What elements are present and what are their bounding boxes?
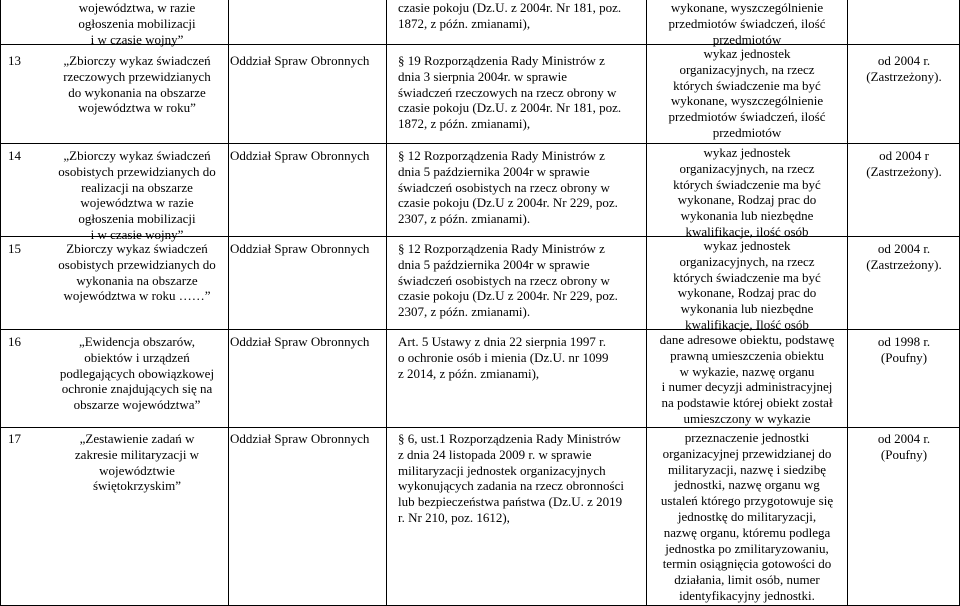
- text-line: organizacyjnej przewidzianej do: [662, 445, 832, 461]
- text-line: dnia 5 października 2004r w sprawie: [398, 163, 590, 179]
- text-line: województwa w razie: [80, 195, 194, 211]
- data-scope-cell: [648, 0, 846, 47]
- text-line: z dnia 24 listopada 2009 r. w sprawie: [398, 446, 592, 462]
- legal-basis-cell: [398, 431, 643, 526]
- text-line: wykonane, wyszczególnienie: [670, 0, 824, 15]
- row-number: 16: [8, 334, 21, 349]
- text-line: czasie pokoju (Dz.U. z 2004r. Nr 181, poz.: [398, 100, 622, 116]
- text-line: przedmiotów: [712, 124, 782, 140]
- text-line: ogłoszenia mobilizacji: [78, 15, 196, 31]
- text-line: rzeczowych przewidzianych: [63, 68, 211, 84]
- text-line: § 19 Rozporządzenia Rady Ministrów z: [398, 53, 605, 68]
- organizational-unit: Oddział Spraw Obronnych: [230, 53, 370, 68]
- row-divider: [0, 143, 960, 144]
- column-divider: [386, 0, 387, 606]
- data-scope-cell: [648, 332, 846, 427]
- column-divider: [228, 0, 229, 606]
- text-line: wykonania lub niezbędne: [680, 301, 814, 317]
- text-line: których świadczenie ma być: [673, 176, 821, 192]
- text-line: (Poufny): [880, 446, 928, 462]
- text-line: i w czasie wojny”: [90, 226, 184, 242]
- text-line: „Zestawienie zadań w: [79, 431, 195, 446]
- text-line: kwalifikacje, ilość osób: [685, 223, 809, 239]
- text-line: których świadczenie ma być: [673, 77, 821, 93]
- text-line: do wykonania na obszarze: [68, 84, 206, 100]
- text-line: Art. 5 Ustawy z dnia 22 sierpnia 1997 r.: [398, 334, 606, 349]
- text-line: województwa w roku”: [78, 100, 196, 116]
- legal-basis-cell: [398, 148, 643, 227]
- organizational-unit: Oddział Spraw Obronnych: [230, 334, 370, 349]
- text-line: wykaz jednostek: [703, 238, 791, 253]
- document-name-cell: [47, 0, 227, 47]
- data-scope-cell: [648, 145, 846, 240]
- text-line: województwa w roku ……”: [63, 288, 211, 304]
- text-line: wykaz jednostek: [703, 145, 791, 160]
- legal-basis-cell: [398, 53, 643, 132]
- text-line: r. Nr 210, poz. 1612),: [398, 509, 510, 525]
- row-divider: [0, 427, 960, 428]
- text-line: jednostka po zmilitaryzowaniu,: [665, 540, 829, 556]
- text-line: wykonane, Rodzaj prac do: [677, 192, 817, 208]
- text-line: militaryzacji, nazwę i siedzibę: [667, 461, 827, 477]
- row-number: 17: [8, 431, 21, 446]
- text-line: zakresie militaryzacji w: [74, 446, 200, 462]
- text-line: województwa, w razie: [78, 0, 196, 15]
- text-line: województwie: [99, 462, 175, 478]
- text-line: świętokrzyskim”: [92, 478, 182, 494]
- text-line: (Zastrzeżony).: [866, 163, 942, 179]
- text-line: i numer decyzji administracyjnej: [661, 379, 833, 395]
- organizational-unit: Oddział Spraw Obronnych: [230, 148, 370, 163]
- data-scope-cell: [648, 430, 846, 604]
- text-line: o ochronie osób i mienia (Dz.U. nr 1099: [398, 349, 609, 365]
- text-line: 1872, z późn. zmianami),: [398, 15, 531, 31]
- text-line: „Zbiorczy wykaz świadczeń: [63, 53, 211, 68]
- date-classification-cell: [848, 53, 960, 85]
- text-line: wykonania lub niezbędne: [680, 208, 814, 224]
- text-line: organizacyjnych, na rzecz: [679, 160, 815, 176]
- text-line: prawną umieszczenia obiektu: [670, 347, 824, 363]
- data-scope-cell: [648, 46, 846, 141]
- date-classification-cell: [848, 334, 960, 366]
- text-line: wykaz jednostek: [703, 46, 791, 61]
- text-line: świadczeń osobistych na rzecz obrony w: [398, 272, 610, 288]
- text-line: obszarze województwa”: [73, 397, 201, 413]
- text-line: § 12 Rozporządzenia Rady Ministrów z: [398, 148, 605, 163]
- text-line: § 6, ust.1 Rozporządzenia Rady Ministrów: [398, 431, 621, 446]
- text-line: kwalifikacje, Ilość osób: [685, 316, 809, 332]
- text-line: wykonujących zadania na rzecz obronności: [398, 478, 624, 494]
- text-line: których świadczenie ma być: [673, 269, 821, 285]
- text-line: ochronie znajdujących się na: [61, 381, 213, 397]
- date-classification-cell: [848, 241, 960, 273]
- text-line: wykonane, wyszczególnienie: [670, 93, 824, 109]
- text-line: na podstawie której obiekt został: [661, 395, 833, 411]
- text-line: od 1998 r.: [877, 334, 931, 349]
- table-border-left: [0, 0, 1, 606]
- text-line: 1872, z późn. zmianami),: [398, 116, 531, 132]
- text-line: osobistych przewidzianych do: [58, 163, 216, 179]
- text-line: osobistych przewidzianych do: [58, 256, 216, 272]
- text-line: organizacyjnych, na rzecz: [679, 253, 815, 269]
- text-line: militaryzacji jednostek organizacyjnych: [398, 462, 606, 478]
- text-line: podlegających obowiązkowej: [59, 365, 215, 381]
- text-line: od 2004 r.: [877, 53, 931, 68]
- text-line: Zbiorczy wykaz świadczeń: [66, 241, 208, 256]
- text-line: dane adresowe obiektu, podstawę: [659, 332, 835, 347]
- text-line: przeznaczenie jednostki: [684, 430, 810, 445]
- text-line: wykonane, Rodzaj prac do: [677, 285, 817, 301]
- text-line: przedmiotów świadczeń, ilość: [668, 15, 826, 31]
- text-line: od 2004 r.: [877, 431, 931, 446]
- text-line: czasie pokoju (Dz.U. z 2004r. Nr 181, poz.: [398, 0, 622, 15]
- text-line: przedmiotów: [712, 31, 782, 47]
- data-scope-cell: [648, 238, 846, 333]
- date-classification-cell: [848, 148, 960, 180]
- text-line: z 2014, z późn. zmianami),: [398, 365, 540, 381]
- legal-basis-cell: [398, 334, 643, 381]
- text-line: świadczeń rzeczowych na rzecz obrony w: [398, 84, 617, 100]
- text-line: w wykazie, nazwę organu: [679, 363, 815, 379]
- legal-basis-cell: [398, 0, 643, 32]
- text-line: § 12 Rozporządzenia Rady Ministrów z: [398, 241, 605, 256]
- organizational-unit: Oddział Spraw Obronnych: [230, 241, 370, 256]
- text-line: organizacyjnych, na rzecz: [679, 61, 815, 77]
- text-line: termin osiągnięcia gotowości do: [662, 556, 832, 572]
- text-line: dnia 3 sierpnia 2004r. w sprawie: [398, 68, 567, 84]
- text-line: obiektów i urządzeń: [84, 349, 190, 365]
- text-line: czasie pokoju (Dz.U z 2004r. Nr 229, poz.: [398, 288, 618, 304]
- legal-basis-cell: [398, 241, 643, 320]
- text-line: identyfikacyjny jednostki.: [679, 587, 815, 603]
- row-number: 13: [8, 53, 21, 68]
- column-divider: [847, 0, 848, 606]
- text-line: od 2004 r.: [877, 241, 931, 256]
- text-line: dnia 5 października 2004r w sprawie: [398, 256, 590, 272]
- text-line: i w czasie wojny”: [90, 31, 184, 47]
- text-line: realizacji na obszarze: [81, 179, 193, 195]
- text-line: jednostkę do militaryzacji,: [677, 508, 817, 524]
- text-line: ustaleń którego przygotowuje się: [660, 493, 834, 509]
- date-classification-cell: [848, 431, 960, 463]
- row-number: 14: [8, 148, 21, 163]
- row-number: 15: [8, 241, 21, 256]
- text-line: czasie pokoju (Dz.U z 2004r. Nr 229, poz.: [398, 195, 618, 211]
- text-line: jednostki, nazwę organu wg: [674, 477, 820, 493]
- text-line: przedmiotów świadczeń, ilość: [668, 109, 826, 125]
- text-line: ogłoszenia mobilizacji: [78, 211, 196, 227]
- text-line: (Poufny): [880, 349, 928, 365]
- text-line: umieszczony w wykazie: [683, 410, 811, 426]
- document-name-cell: [47, 431, 227, 494]
- text-line: 2307, z późn. zmianami).: [398, 211, 531, 227]
- text-line: „Ewidencja obszarów,: [78, 334, 196, 349]
- text-line: wykonania na obszarze: [76, 272, 198, 288]
- text-line: (Zastrzeżony).: [866, 68, 942, 84]
- text-line: świadczeń osobistych na rzecz obrony w: [398, 179, 610, 195]
- text-line: działania, limit osób, numer: [674, 572, 820, 588]
- column-divider: [646, 0, 647, 606]
- text-line: nazwę organu, któremu podlega: [663, 524, 831, 540]
- text-line: „Zbiorczy wykaz świadczeń: [63, 148, 211, 163]
- text-line: (Zastrzeżony).: [866, 256, 942, 272]
- document-name-cell: [47, 334, 227, 413]
- organizational-unit: Oddział Spraw Obronnych: [230, 431, 370, 446]
- text-line: lub bezpieczeństwa państwa (Dz.U. z 2019: [398, 494, 623, 510]
- document-name-cell: [47, 148, 227, 243]
- document-name-cell: [47, 241, 227, 304]
- text-line: od 2004 r: [879, 148, 929, 163]
- document-name-cell: [47, 53, 227, 116]
- text-line: 2307, z późn. zmianami).: [398, 304, 531, 320]
